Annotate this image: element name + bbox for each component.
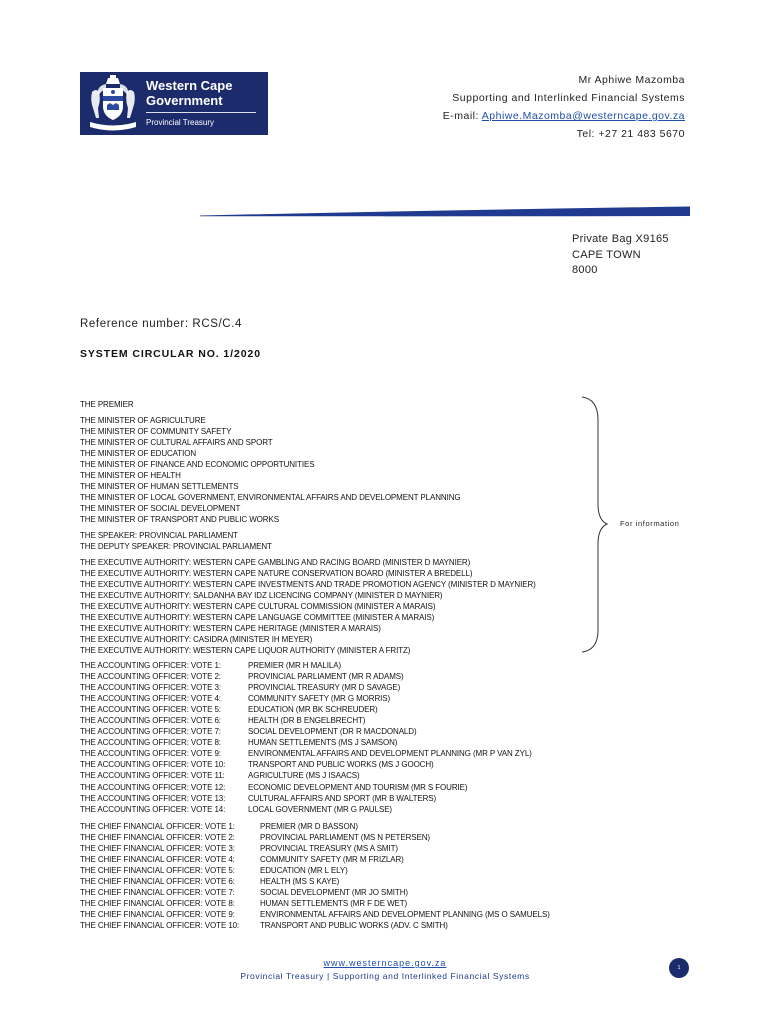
recipient-vote-label: THE CHIEF FINANCIAL OFFICER: VOTE 8: (80, 899, 235, 909)
recipient-row (80, 804, 532, 815)
recipient-row (80, 843, 550, 854)
recipient-vote-value: PROVINCIAL PARLIAMENT (MS N PETERSEN) (260, 832, 430, 842)
recipient-line: THE SPEAKER: PROVINCIAL PARLIAMENT (80, 530, 238, 540)
recipient-line: THE EXECUTIVE AUTHORITY: WESTERN CAPE LIQUOR AUTHORITY (MINISTER A FRITZ) (80, 646, 411, 656)
footer-text: Provincial Treasury | Supporting and Interlinked Financial Systems (240, 971, 530, 981)
recipient-vote-value: HUMAN SETTLEMENTS (MS J SAMSON) (248, 738, 398, 748)
recipient-vote-label: THE ACCOUNTING OFFICER: VOTE 4: (80, 693, 221, 703)
sender-email-line (443, 107, 685, 125)
recipient-line: THE EXECUTIVE AUTHORITY: SALDANHA BAY IDZ LICENCING COMPANY (MINISTER D MAYNIER) (80, 590, 443, 600)
recipient-vote-label: THE ACCOUNTING OFFICER: VOTE 5: (80, 704, 221, 714)
recipient-vote-label: THE ACCOUNTING OFFICER: VOTE 2: (80, 671, 221, 681)
recipient-vote-label: THE CHIEF FINANCIAL OFFICER: VOTE 2: (80, 832, 235, 842)
recipient-row (80, 748, 532, 759)
email-link[interactable]: Aphiwe.Mazomba@westerncape.gov.za (481, 110, 685, 122)
recipient-vote-value: HEALTH (DR B ENGELBRECHT) (248, 715, 366, 725)
recipient-line: THE EXECUTIVE AUTHORITY: WESTERN CAPE NATURE CONSERVATION BOARD (MINISTER A BREDELL) (80, 568, 473, 578)
reference-number: Reference number: RCS/C.4 (80, 318, 243, 330)
recipient-row (80, 770, 532, 781)
recipient-row (80, 682, 532, 693)
recipient-line: THE MINISTER OF COMMUNITY SAFETY (80, 426, 232, 436)
logo-line-western-cape: Western Cape (146, 78, 233, 93)
recipient-row (80, 671, 532, 682)
recipient-line: THE MINISTER OF SOCIAL DEVELOPMENT (80, 504, 241, 514)
recipient-vote-label: THE ACCOUNTING OFFICER: VOTE 9: (80, 749, 221, 759)
recipient-vote-label: THE CHIEF FINANCIAL OFFICER: VOTE 9: (80, 910, 235, 920)
recipients-ministers (80, 415, 461, 526)
recipient-line: THE MINISTER OF LOCAL GOVERNMENT, ENVIRONMENTAL AFFAIRS AND DEVELOPMENT PLANNING (80, 493, 461, 503)
recipient-vote-label: THE CHIEF FINANCIAL OFFICER: VOTE 3: (80, 843, 235, 853)
circular-title: SYSTEM CIRCULAR NO. 1/2020 (80, 348, 261, 360)
recipient-line: THE MINISTER OF TRANSPORT AND PUBLIC WORKS (80, 515, 279, 525)
recipient-row (80, 898, 550, 909)
recipients-executive-authorities (80, 557, 536, 657)
address-line-2: CAPE TOWN (572, 248, 641, 261)
sender-name: Mr Aphiwe Mazomba (578, 74, 685, 86)
recipient-vote-label: THE CHIEF FINANCIAL OFFICER: VOTE 6: (80, 876, 235, 886)
recipient-vote-value: PROVINCIAL PARLIAMENT (MR R ADAMS) (248, 671, 404, 681)
recipient-row (80, 832, 550, 843)
recipient-line: THE EXECUTIVE AUTHORITY: WESTERN CAPE GAMBLING AND RACING BOARD (MINISTER D MAYNIER) (80, 557, 471, 567)
recipient-vote-label: THE ACCOUNTING OFFICER: VOTE 3: (80, 682, 221, 692)
recipient-vote-label: THE ACCOUNTING OFFICER: VOTE 10: (80, 760, 226, 770)
recipient-line: THE MINISTER OF CULTURAL AFFAIRS AND SPORT (80, 437, 273, 447)
recipient-vote-value: LOCAL GOVERNMENT (MR G PAULSE) (248, 804, 392, 814)
recipients-accounting-officers (80, 660, 532, 815)
logo-line-department: Provincial Treasury (146, 118, 215, 127)
recipient-vote-label: THE ACCOUNTING OFFICER: VOTE 8: (80, 738, 221, 748)
recipient-line: THE PREMIER (80, 399, 134, 409)
recipient-row (80, 704, 532, 715)
recipient-vote-value: TRANSPORT AND PUBLIC WORKS (MS J GOOCH) (248, 760, 434, 770)
recipient-row (80, 693, 532, 704)
crest-icon (84, 74, 142, 133)
page-number-badge: 1 (669, 958, 689, 978)
recipient-row (80, 793, 532, 804)
recipient-row (80, 821, 550, 832)
recipient-row (80, 726, 532, 737)
recipient-line: THE EXECUTIVE AUTHORITY: WESTERN CAPE CULTURAL COMMISSION (MINISTER A MARAIS) (80, 601, 436, 611)
recipient-line: THE EXECUTIVE AUTHORITY: WESTERN CAPE LANGUAGE COMMITTEE (MINISTER A MARAIS) (80, 612, 435, 622)
recipient-vote-value: SOCIAL DEVELOPMENT (MR JO SMITH) (260, 888, 408, 898)
recipient-vote-label: THE ACCOUNTING OFFICER: VOTE 14: (80, 804, 226, 814)
recipient-vote-label: THE CHIEF FINANCIAL OFFICER: VOTE 5: (80, 865, 235, 875)
recipient-row (80, 854, 550, 865)
email-label: E-mail: (442, 110, 482, 122)
western-cape-government-logo (80, 72, 268, 135)
recipient-line: THE MINISTER OF FINANCE AND ECONOMIC OPPORTUNITIES (80, 459, 315, 469)
recipient-row (80, 759, 532, 770)
recipient-vote-value: COMMUNITY SAFETY (MR G MORRIS) (248, 693, 391, 703)
recipient-vote-value: PROVINCIAL TREASURY (MS A SMIT) (260, 843, 398, 853)
recipient-line: THE EXECUTIVE AUTHORITY: WESTERN CAPE HERITAGE (MINISTER A MARAIS) (80, 624, 381, 634)
header-swoosh (0, 200, 770, 220)
recipient-row (80, 782, 532, 793)
recipient-vote-value: SOCIAL DEVELOPMENT (DR R MACDONALD) (248, 727, 417, 737)
recipient-vote-value: AGRICULTURE (MS J ISAACS) (248, 771, 360, 781)
logo-divider (146, 112, 256, 113)
recipient-vote-value: CULTURAL AFFAIRS AND SPORT (MR B WALTERS) (248, 793, 437, 803)
recipient-row (80, 887, 550, 898)
recipient-vote-label: THE CHIEF FINANCIAL OFFICER: VOTE 4: (80, 854, 235, 864)
recipient-vote-value: ENVIRONMENTAL AFFAIRS AND DEVELOPMENT PLANNING (MR P VAN ZYL) (248, 749, 532, 759)
recipient-vote-label: THE ACCOUNTING OFFICER: VOTE 1: (80, 660, 221, 670)
sender-contact-block (443, 71, 685, 143)
recipient-vote-value: EDUCATION (MR L ELY) (260, 865, 348, 875)
recipient-line: THE MINISTER OF HUMAN SETTLEMENTS (80, 482, 239, 492)
recipient-vote-value: TRANSPORT AND PUBLIC WORKS (ADV. C SMITH) (260, 921, 448, 931)
recipient-row (80, 909, 550, 920)
recipient-vote-label: THE ACCOUNTING OFFICER: VOTE 11: (80, 771, 225, 781)
recipient-vote-value: ENVIRONMENTAL AFFAIRS AND DEVELOPMENT PLANNING (MS O SAMUELS) (260, 910, 550, 920)
recipient-vote-label: THE CHIEF FINANCIAL OFFICER: VOTE 10: (80, 921, 240, 931)
logo-line-government: Government (146, 93, 223, 108)
recipient-line: THE MINISTER OF HEALTH (80, 470, 181, 480)
sender-unit: Supporting and Interlinked Financial Systems (452, 92, 685, 104)
recipient-vote-label: THE CHIEF FINANCIAL OFFICER: VOTE 1: (80, 821, 235, 831)
address-line-1: Private Bag X9165 (572, 233, 669, 245)
sender-phone: Tel: +27 21 483 5670 (576, 128, 685, 140)
recipients-speakers (80, 530, 272, 553)
recipient-vote-value: EDUCATION (MR BK SCHREUDER) (248, 704, 378, 714)
recipient-vote-label: THE ACCOUNTING OFFICER: VOTE 12: (80, 782, 226, 792)
recipient-row (80, 715, 532, 726)
recipient-line: THE EXECUTIVE AUTHORITY: CASIDRA (MINISTER IH MEYER) (80, 635, 313, 645)
recipient-row (80, 865, 550, 876)
recipient-row (80, 737, 532, 748)
recipient-vote-label: THE CHIEF FINANCIAL OFFICER: VOTE 7: (80, 888, 235, 898)
recipient-row (80, 660, 532, 671)
recipient-vote-label: THE ACCOUNTING OFFICER: VOTE 13: (80, 793, 226, 803)
recipient-line: THE DEPUTY SPEAKER: PROVINCIAL PARLIAMENT (80, 542, 272, 552)
address-line-3: 8000 (572, 264, 598, 276)
recipient-line: THE MINISTER OF AGRICULTURE (80, 415, 206, 425)
recipient-vote-value: PREMIER (MR H MALILA) (248, 660, 342, 670)
recipient-vote-label: THE ACCOUNTING OFFICER: VOTE 7: (80, 727, 221, 737)
recipients-premier (80, 399, 134, 410)
recipient-vote-label: THE ACCOUNTING OFFICER: VOTE 6: (80, 715, 221, 725)
recipient-row (80, 920, 550, 931)
postal-address (572, 232, 669, 279)
recipient-line: THE EXECUTIVE AUTHORITY: WESTERN CAPE INVESTMENTS AND TRADE PROMOTION AGENCY (MINISTER D MAYNIER) (80, 579, 536, 589)
recipient-line: THE MINISTER OF EDUCATION (80, 448, 197, 458)
recipients-chief-financial-officers (80, 821, 550, 932)
footer-website (0, 958, 770, 968)
recipient-vote-value: PREMIER (MR D BASSON) (260, 821, 358, 831)
website-link[interactable]: www.westerncape.gov.za (323, 958, 447, 968)
curly-brace (570, 390, 620, 660)
recipient-row (80, 876, 550, 887)
recipient-vote-value: HUMAN SETTLEMENTS (MR F DE WET) (260, 899, 408, 909)
recipient-vote-value: HEALTH (MS S KAYE) (260, 876, 340, 886)
recipient-vote-value: COMMUNITY SAFETY (MR M FRIZLAR) (260, 854, 404, 864)
recipient-vote-value: PROVINCIAL TREASURY (MR D SAVAGE) (248, 682, 401, 692)
for-information-note: For information (620, 519, 680, 528)
recipient-vote-value: ECONOMIC DEVELOPMENT AND TOURISM (MR S FOURIE) (248, 782, 468, 792)
